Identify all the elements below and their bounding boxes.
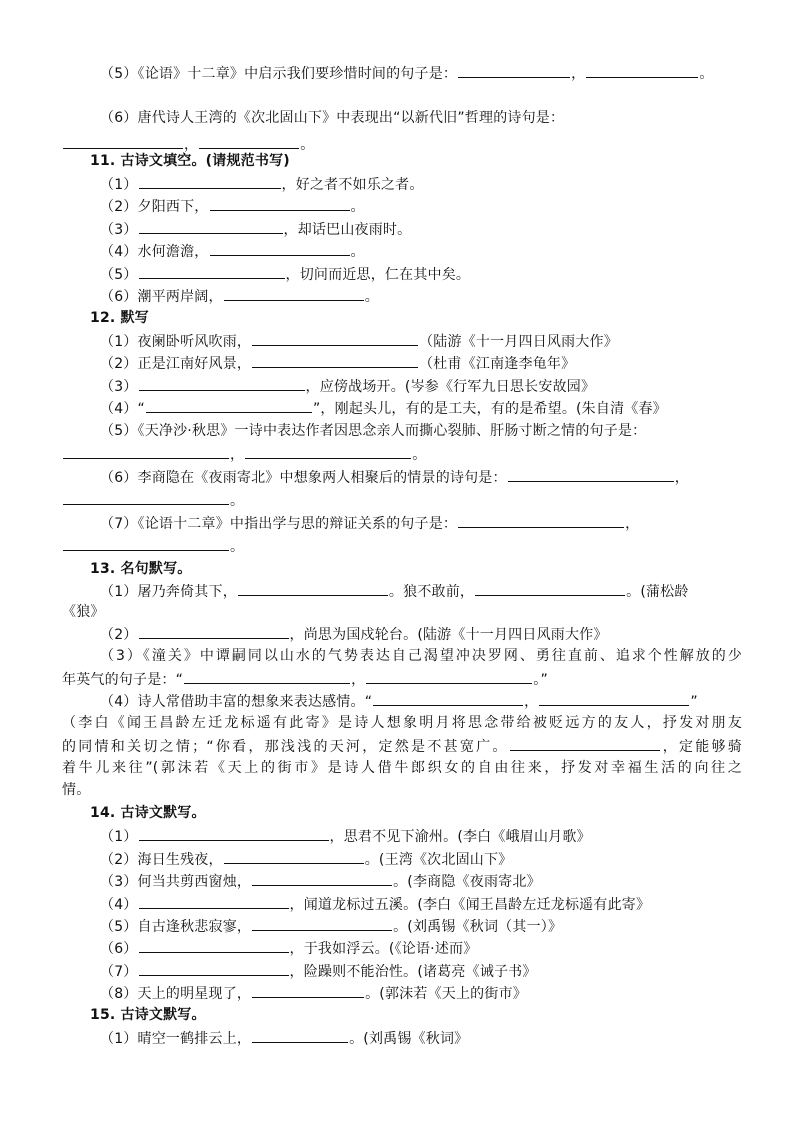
line-text: 年英气的句子是：“ bbox=[62, 672, 184, 688]
question-line bbox=[100, 960, 742, 983]
answer-blank[interactable] bbox=[210, 195, 350, 211]
question-line bbox=[100, 690, 742, 713]
question-line bbox=[62, 757, 742, 779]
question-line bbox=[62, 443, 742, 466]
line-text: （李白《闻王昌龄左迁龙标遥有此寄》是诗人想象明月将思念带给被贬远方的友人，抒发对朋友 bbox=[62, 715, 742, 731]
answer-blank[interactable] bbox=[252, 870, 392, 886]
question-line bbox=[100, 240, 742, 263]
answer-blank[interactable] bbox=[252, 1027, 348, 1043]
answer-blank[interactable] bbox=[252, 915, 392, 931]
question-line bbox=[100, 870, 742, 893]
line-text: ，定能够骑 bbox=[660, 739, 742, 755]
line-text: （6）唐代诗人王湾的《次北固山下》中表现出“以新代旧”哲理的诗句是： bbox=[100, 110, 565, 126]
line-text: （3）《潼关》中谭嗣同以山水的气势表达自己渴望冲决罗网、勇往直前、追求个性解放的少 bbox=[100, 648, 742, 664]
answer-blank[interactable] bbox=[586, 62, 698, 78]
answer-blank[interactable] bbox=[139, 263, 285, 279]
answer-blank[interactable] bbox=[458, 512, 624, 528]
line-text: 的同情和关切之情；“你看，那浅浅的天河，定然是不甚宽广。 bbox=[62, 739, 509, 755]
line-text: 。 bbox=[230, 493, 245, 509]
line-text: （3） bbox=[100, 379, 138, 395]
line-text: ，思君不见下渝州。(李白《峨眉山月歌》 bbox=[329, 829, 591, 845]
line-text: ”，刚起头儿，有的是工夫，有的是希望。(朱自清《春》 bbox=[312, 401, 667, 417]
line-text: ，却话巴山夜雨时。 bbox=[283, 222, 412, 238]
line-text: 。 bbox=[350, 199, 365, 215]
line-text: （4） bbox=[100, 897, 138, 913]
question-line bbox=[100, 580, 742, 603]
line-text: （5）《论语》十二章》中启示我们要珍惜时间的句子是： bbox=[100, 66, 458, 82]
answer-blank[interactable] bbox=[224, 848, 364, 864]
line-text: 。 bbox=[412, 447, 427, 463]
question-line bbox=[100, 173, 742, 196]
line-text: ， bbox=[524, 694, 539, 710]
line-text: （2）夕阳西下， bbox=[100, 199, 209, 215]
answer-blank[interactable] bbox=[238, 580, 388, 596]
answer-blank[interactable] bbox=[199, 133, 299, 149]
line-text: （7）《论语十二章》中指出学与思的辩证关系的句子是： bbox=[100, 516, 458, 532]
line-text: （2） bbox=[100, 627, 138, 643]
line-text: 。(刘禹锡《秋词（其一）》 bbox=[393, 919, 563, 935]
answer-blank[interactable] bbox=[146, 397, 312, 413]
question-line bbox=[100, 375, 742, 398]
line-text: 《狼》 bbox=[62, 604, 105, 620]
line-text: （5）自古逢秋悲寂寥， bbox=[100, 919, 252, 935]
question-line bbox=[100, 512, 742, 535]
answer-blank[interactable] bbox=[139, 375, 305, 391]
answer-blank[interactable] bbox=[139, 937, 289, 953]
line-text: 15. 古诗文默写。 bbox=[90, 1007, 206, 1023]
line-text: （7） bbox=[100, 964, 138, 980]
line-text: ，切问而近思，仁在其中矣。 bbox=[285, 267, 471, 283]
answer-blank[interactable] bbox=[366, 668, 532, 684]
line-text: （3）何当共剪西窗烛， bbox=[100, 874, 252, 890]
line-text: 。 bbox=[699, 66, 714, 82]
line-text: ， bbox=[674, 470, 689, 486]
line-text: 。(李商隐《夜雨寄北》 bbox=[393, 874, 541, 890]
answer-blank[interactable] bbox=[252, 330, 418, 346]
line-text: 11. 古诗文填空。(请规范书写) bbox=[90, 153, 290, 169]
question-line bbox=[62, 601, 742, 623]
answer-blank[interactable] bbox=[63, 133, 183, 149]
answer-blank[interactable] bbox=[210, 240, 350, 256]
line-text: （4）诗人常借助丰富的想象来表达感情。“ bbox=[100, 694, 373, 710]
line-text: （4）水何澹澹， bbox=[100, 244, 209, 260]
answer-blank[interactable] bbox=[139, 825, 329, 841]
answer-blank[interactable] bbox=[539, 690, 689, 706]
question-line bbox=[100, 937, 742, 960]
line-text: （陆游《十一月四日风雨大作》 bbox=[419, 334, 618, 350]
answer-blank[interactable] bbox=[139, 893, 289, 909]
line-text: （1）夜阑卧听风吹雨， bbox=[100, 334, 252, 350]
line-text: 。 bbox=[350, 244, 365, 260]
section-heading bbox=[90, 558, 770, 580]
line-text: （4）“ bbox=[100, 401, 145, 417]
section-heading bbox=[90, 802, 770, 824]
line-text: （1）屠乃奔倚其下， bbox=[100, 584, 237, 600]
line-text: ， bbox=[625, 516, 640, 532]
question-line bbox=[100, 893, 742, 916]
line-text: ，应傍战场开。(岑参《行军九日思长安故园》 bbox=[305, 379, 596, 395]
line-text: 。 bbox=[230, 539, 245, 555]
answer-blank[interactable] bbox=[224, 285, 364, 301]
answer-blank[interactable] bbox=[184, 668, 350, 684]
question-line bbox=[100, 982, 742, 1005]
line-text: （1） bbox=[100, 829, 138, 845]
answer-blank[interactable] bbox=[63, 489, 229, 505]
line-text: 。(蒲松龄 bbox=[626, 584, 689, 600]
answer-blank[interactable] bbox=[475, 580, 625, 596]
line-text: ， bbox=[351, 672, 366, 688]
line-text: ，闻道龙标过五溪。(李白《闻王昌龄左迁龙标遥有此寄》 bbox=[289, 897, 651, 913]
question-line bbox=[62, 668, 742, 691]
line-text: 。狼不敢前， bbox=[388, 584, 475, 600]
line-text: （杜甫《江南逢李龟年》 bbox=[419, 356, 576, 372]
line-text: 。 bbox=[364, 289, 379, 305]
section-heading bbox=[90, 307, 770, 329]
line-text: （5） bbox=[100, 267, 138, 283]
line-text: 12. 默写 bbox=[90, 310, 149, 326]
line-text: ， bbox=[571, 66, 586, 82]
question-line bbox=[100, 107, 742, 129]
line-text: （6）潮平两岸阔， bbox=[100, 289, 223, 305]
question-line bbox=[100, 1027, 742, 1050]
section-heading bbox=[90, 1004, 770, 1026]
answer-blank[interactable] bbox=[510, 735, 660, 751]
answer-blank[interactable] bbox=[139, 173, 281, 189]
line-text: （3） bbox=[100, 222, 138, 238]
line-text: 14. 古诗文默写。 bbox=[90, 805, 206, 821]
answer-blank[interactable] bbox=[252, 352, 418, 368]
line-text: ，于我如浮云。(《论语·述而》 bbox=[289, 941, 478, 957]
question-line bbox=[62, 712, 742, 734]
question-line bbox=[100, 195, 742, 218]
answer-blank[interactable] bbox=[139, 960, 289, 976]
question-line bbox=[100, 466, 742, 489]
line-text: （6）李商隐在《夜雨寄北》中想象两人相聚后的情景的诗句是： bbox=[100, 470, 507, 486]
question-line bbox=[100, 848, 742, 871]
line-text: 。” bbox=[533, 672, 548, 688]
question-line bbox=[62, 735, 742, 758]
line-text: ” bbox=[690, 694, 698, 710]
line-text: ，险躁则不能治性。(诸葛亮《诫子书》 bbox=[289, 964, 537, 980]
answer-blank[interactable] bbox=[245, 443, 411, 459]
line-text: 。 bbox=[300, 137, 315, 153]
line-text: 。(王湾《次北固山下》 bbox=[364, 852, 513, 868]
answer-blank[interactable] bbox=[252, 982, 364, 998]
line-text: 情。 bbox=[62, 782, 91, 798]
line-text: （1）晴空一鹤排云上， bbox=[100, 1031, 252, 1047]
line-text: （8）天上的明星现了， bbox=[100, 986, 252, 1002]
line-text: 。(刘禹锡《秋词》 bbox=[349, 1031, 469, 1047]
question-line bbox=[100, 420, 742, 442]
question-line bbox=[100, 825, 742, 848]
line-text: 着牛儿来往”(郭沫若《天上的街市》是诗人借牛郎织女的自由往来，抒发对幸福生活的向往之 bbox=[62, 760, 742, 776]
question-line bbox=[100, 218, 742, 241]
question-line bbox=[62, 779, 742, 801]
line-text: （5）《天净沙·秋思》一诗中表达作者因思念亲人而撕心裂肺、肝肠寸断之情的句子是： bbox=[100, 423, 647, 439]
line-text: ， bbox=[230, 447, 245, 463]
line-text: 。(郭沫若《天上的街市》 bbox=[365, 986, 527, 1002]
question-line bbox=[100, 397, 742, 420]
answer-blank[interactable] bbox=[63, 535, 229, 551]
line-text: （2）海日生残夜， bbox=[100, 852, 223, 868]
question-line bbox=[100, 645, 742, 667]
line-text: 13. 名句默写。 bbox=[90, 561, 192, 577]
question-line bbox=[100, 285, 742, 308]
line-text: ， bbox=[184, 137, 199, 153]
line-text: ，尚思为国戍轮台。(陆游《十一月四日风雨大作》 bbox=[289, 627, 608, 643]
answer-blank[interactable] bbox=[458, 62, 570, 78]
line-text: （6） bbox=[100, 941, 138, 957]
question-line bbox=[100, 263, 742, 286]
question-line bbox=[100, 330, 742, 353]
line-text: ，好之者不如乐之者。 bbox=[281, 177, 424, 193]
question-line bbox=[100, 623, 742, 646]
question-line bbox=[100, 352, 742, 375]
question-line bbox=[62, 489, 742, 512]
answer-blank[interactable] bbox=[508, 466, 674, 482]
line-text: （1） bbox=[100, 177, 138, 193]
section-heading bbox=[90, 150, 770, 172]
line-text: （2）正是江南好风景， bbox=[100, 356, 252, 372]
question-line bbox=[100, 62, 742, 85]
question-line bbox=[62, 535, 742, 558]
answer-blank[interactable] bbox=[139, 218, 283, 234]
answer-blank[interactable] bbox=[373, 690, 523, 706]
question-line bbox=[100, 915, 742, 938]
answer-blank[interactable] bbox=[63, 443, 229, 459]
answer-blank[interactable] bbox=[139, 623, 289, 639]
